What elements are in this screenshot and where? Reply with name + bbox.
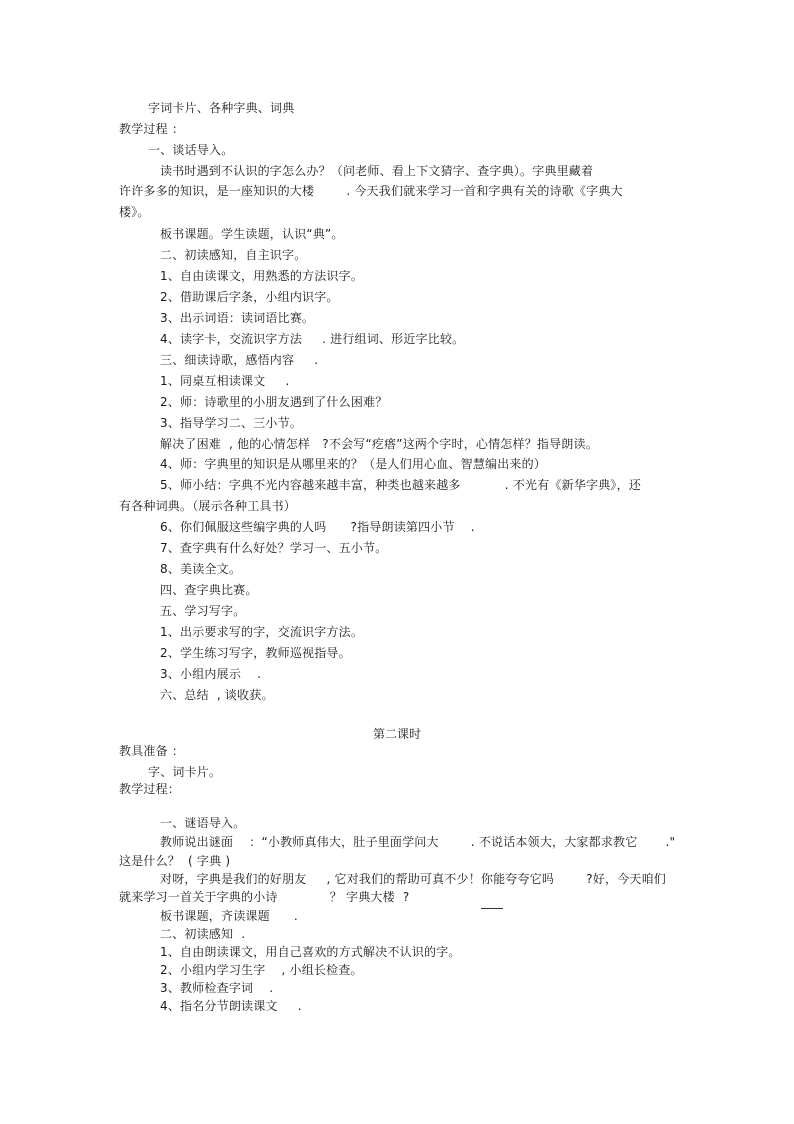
list-item: 1、出示要求写的字，交流识字方法。: [160, 625, 364, 639]
materials-line: 字词卡片、各种字典、词典: [148, 101, 295, 115]
section-heading: 一、谜语导入。: [160, 816, 246, 830]
list-item: 1、自由朗读课文，用自己喜欢的方式解决不认识的字。: [160, 945, 461, 959]
list-item: 2、借助课后字条，小组内识字。: [160, 290, 339, 304]
list-item: 4、读字卡，交流识字方法 . 进行组词、形近字比较。: [160, 332, 465, 346]
list-item: 2、师：诗歌里的小朋友遇到了什么困难？: [160, 395, 388, 409]
list-item: 3、指导学习二、三小节。: [160, 416, 303, 430]
process-label: 教学过程 ：: [119, 122, 185, 136]
section-heading: 四、查字典比赛。: [160, 583, 258, 597]
paragraph-line: 有各种词典。（展示各种工具书）: [119, 499, 297, 513]
list-item: 4、指名分节朗读课文 .: [160, 999, 302, 1013]
process-label: 教学过程：: [119, 782, 181, 796]
list-item: 8、美读全文。: [160, 562, 242, 576]
section-heading: 二、初读感知，自主识字。: [160, 248, 307, 262]
prep-label: 教具准备 ：: [119, 744, 185, 758]
paragraph-line: 读书时遇到不认识的字怎么办？（问老师、看上下文猜字、查字典）。字典里藏着: [160, 164, 594, 178]
list-item: 3、出示词语：读词语比赛。: [160, 311, 315, 325]
section-heading: 五、学习写字。: [160, 604, 246, 618]
list-item: 4、师：字典里的知识是从哪里来的？（是人们用心血、智慧编出来的）: [160, 457, 547, 471]
paragraph-line: 对呀，字典是我们的好朋友 , 它对我们的帮助可真不少！你能夸夸它吗 ?好，今天咱们: [160, 872, 666, 886]
section-heading: 六、总结 , 谈收获。: [160, 688, 274, 702]
paragraph-line: 板书课题。学生读题，认识“典”。: [160, 227, 344, 241]
list-item: 1、自由读课文，用熟悉的方法识字。: [160, 269, 364, 283]
prep-items: 字、词卡片。: [148, 765, 222, 779]
list-item: 2、小组内学习生字 , 小组长检查。: [160, 963, 363, 977]
paragraph-line: 就来学习一首关于字典的小诗 ？ 字典大楼 ?: [119, 890, 410, 904]
section-heading: 三、细读诗歌，感悟内容 .: [160, 353, 319, 367]
lesson-two-heading: 第二课时: [372, 727, 421, 741]
list-item: 3、教师检查字词 .: [160, 981, 274, 995]
paragraph-line: 板书课题，齐读课题 .: [160, 909, 298, 923]
paragraph-line: 这是什么？ ( 字典 ): [119, 854, 231, 868]
section-heading: 一、谈话导入。: [148, 143, 234, 157]
paragraph-line: 教师说出谜面 ：“小教师真伟大，肚子里面学问大 . 不说话本领大，大家都求教它 .": [160, 835, 676, 849]
list-item: 2、学生练习写字，教师巡视指导。: [160, 646, 351, 660]
section-heading: 二、初读感知 .: [160, 927, 246, 941]
paragraph-line: 解决了困难 , 他的心情怎样 ?不会写“疙瘩”这两个字时，心情怎样？指导朗读。: [160, 437, 598, 451]
list-item: 6、你们佩服这些编字典的人吗 ?指导朗读第四小节 .: [160, 520, 475, 534]
divider-line: [481, 908, 503, 909]
paragraph-line: 许许多多的知识，是一座知识的大楼 . 今天我们就来学习一首和字典有关的诗歌《字典大: [119, 184, 623, 198]
list-item: 3、小组内展示 .: [160, 667, 262, 681]
paragraph-line: 楼》。: [119, 205, 150, 219]
list-item: 1、同桌互相读课文 .: [160, 374, 290, 388]
list-item: 7、查字典有什么好处？学习一、五小节。: [160, 541, 388, 555]
list-item: 5、师小结：字典不光内容越来越丰富，种类也越来越多 . 不光有《新华字典》，还: [160, 478, 642, 492]
